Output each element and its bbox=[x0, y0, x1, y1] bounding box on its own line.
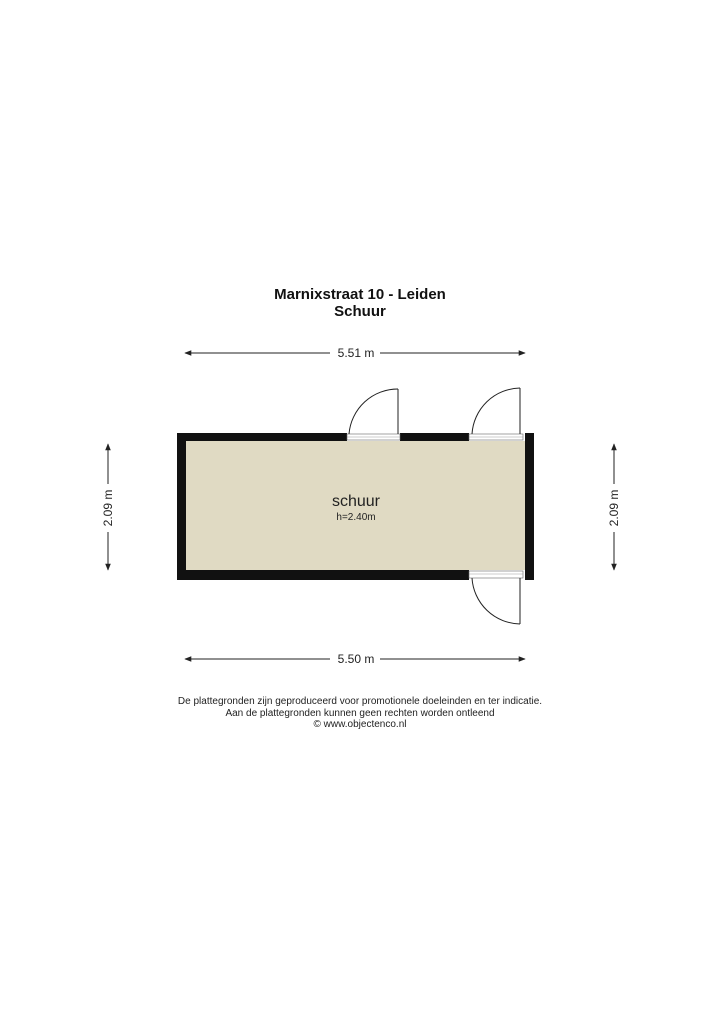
dimension-top bbox=[185, 346, 525, 360]
disclaimer-line-2: Aan de plattegronden kunnen geen rechten worden ontleend bbox=[225, 707, 495, 719]
dimension-bottom bbox=[185, 652, 525, 666]
dimension-bottom-label: 5.50 m bbox=[337, 652, 375, 666]
door-top-right bbox=[472, 388, 520, 434]
disclaimer bbox=[0, 696, 720, 731]
floorplan-title: Marnixstraat 10 - Leiden bbox=[274, 286, 446, 303]
dimension-right bbox=[607, 444, 621, 570]
door-top-middle bbox=[349, 389, 398, 434]
dimension-top-label: 5.51 m bbox=[337, 346, 375, 360]
room-height: h=2.40m bbox=[336, 512, 376, 523]
dimension-right-label: 2.09 m bbox=[607, 489, 621, 527]
door-bottom-right bbox=[472, 578, 520, 624]
disclaimer-line-1: De plattegronden zijn geproduceerd voor promotionele doeleinden en ter indicatie. bbox=[177, 696, 543, 707]
dimension-left bbox=[101, 444, 115, 570]
floorplan-subtitle: Schuur bbox=[334, 303, 386, 320]
dimension-left-label: 2.09 m bbox=[101, 489, 115, 527]
disclaimer-copyright: © www.objectenco.nl bbox=[313, 719, 407, 730]
room-name: schuur bbox=[331, 493, 381, 510]
